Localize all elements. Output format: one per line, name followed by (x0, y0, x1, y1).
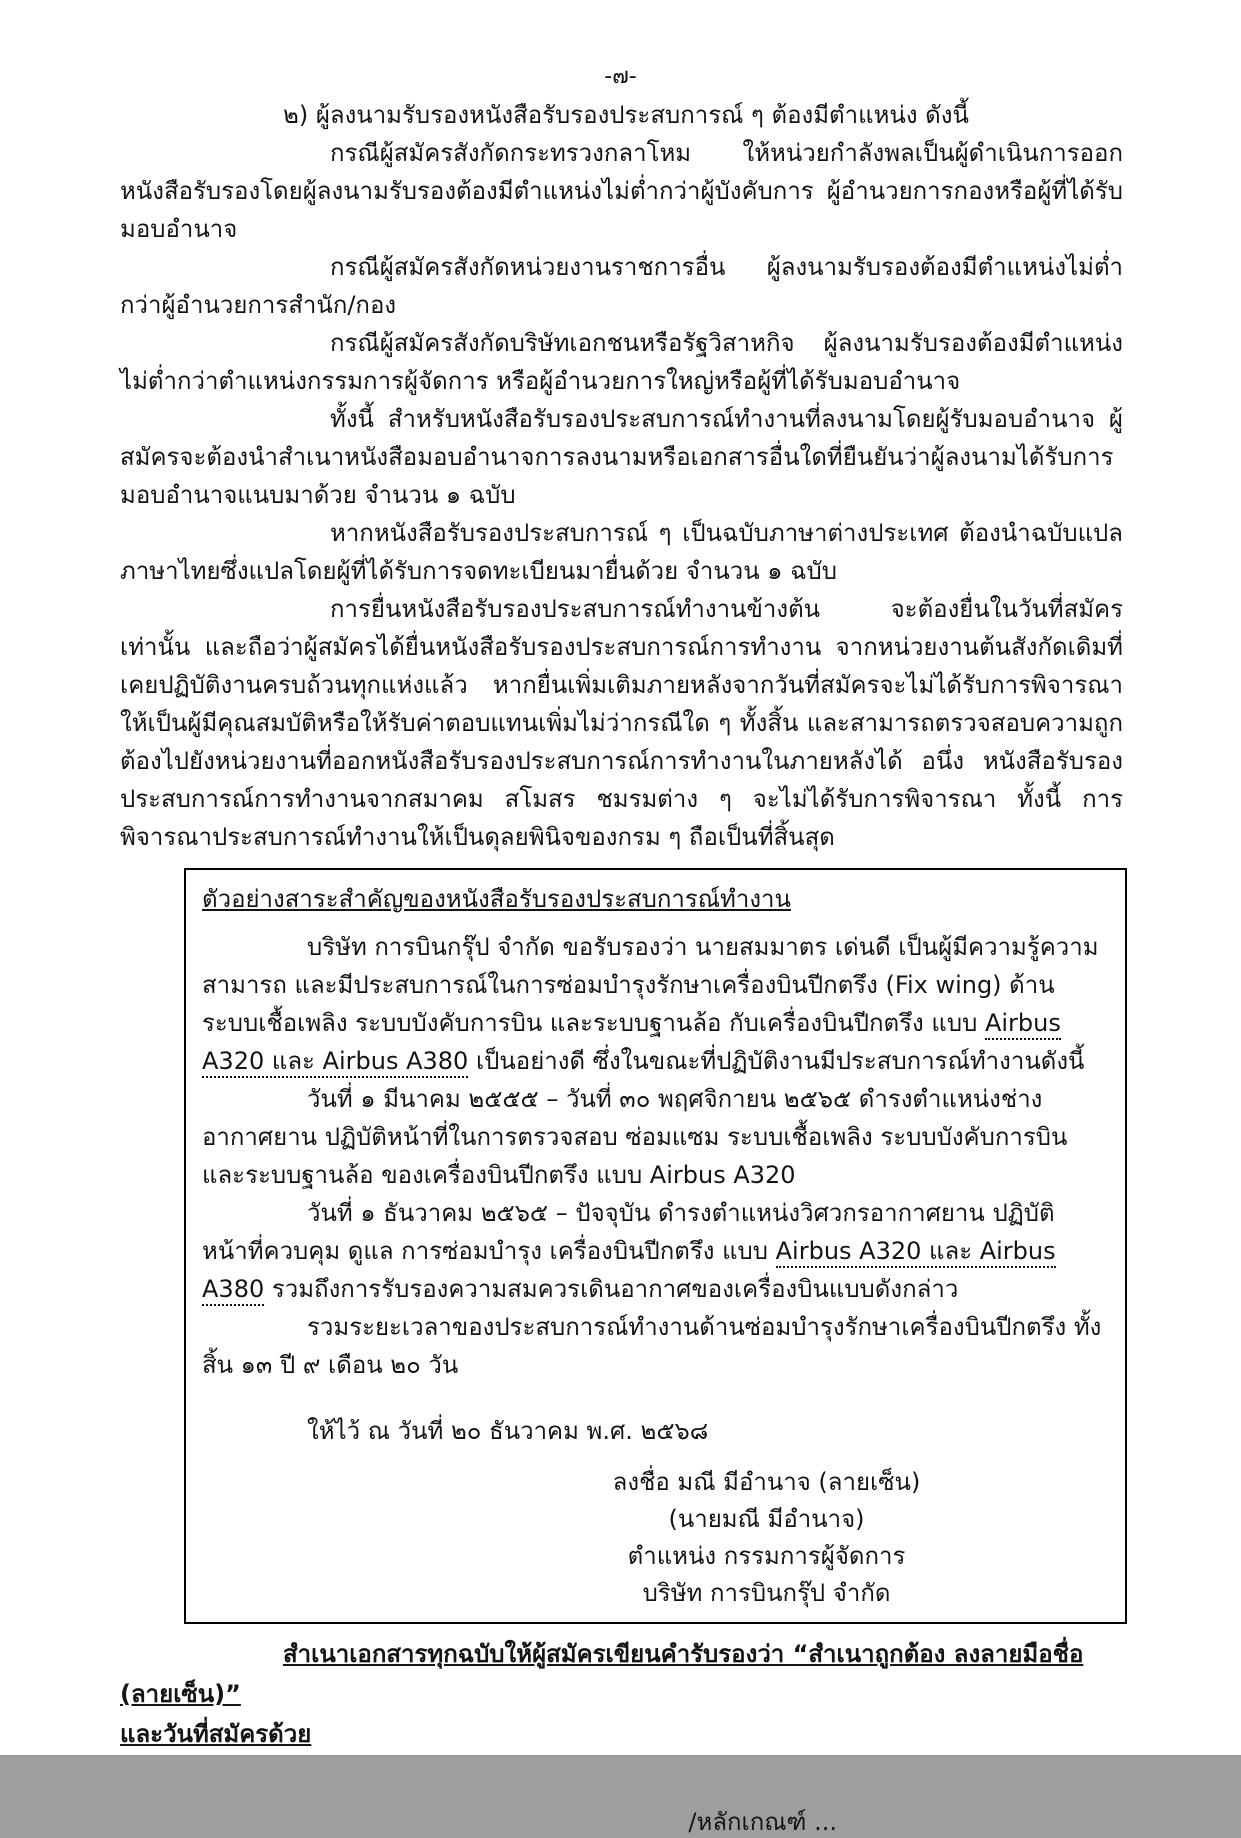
certify-line-2-text: และวันที่สมัครด้วย (120, 1720, 312, 1748)
signature-block (594, 1464, 939, 1612)
underlined-text: Airbus A320 และ Airbus A380 (202, 1237, 1056, 1306)
signature-signed-line: ลงชื่อ มณี มีอำนาจ (ลายเซ็น) (612, 1468, 921, 1496)
signature-name-line: (นายมณี มีอำนาจ) (668, 1505, 865, 1533)
paragraph (120, 134, 1123, 248)
signature-position-line: ตำแหน่ง กรรมการผู้จัดการ (627, 1542, 906, 1570)
page-number: -๗- (604, 64, 637, 89)
paragraph-text: หากหนังสือรับรองประสบการณ์ ๆ เป็นฉบับภาษาต่างประเทศ ต้องนำฉบับแปลภาษาไทยซึ่งแปลโดยผู้ที่ได้รับการจดทะเบียนมายื่นด้วย จำนวน ๑ ฉบับ (120, 519, 1123, 585)
issued-date-line: ให้ไว้ ณ วันที่ ๒๐ ธันวาคม พ.ศ. ๒๕๖๘ (307, 1417, 709, 1445)
page-content (0, 92, 1241, 1838)
example-box-paragraphs (202, 928, 1107, 1384)
paragraph (202, 1194, 1107, 1308)
paragraph (202, 928, 1107, 1080)
paragraph-text: การยื่นหนังสือรับรองประสบการณ์ทำงานข้างต้น จะต้องยื่นในวันที่สมัครเท่านั้น และถือว่าผู้สมัครได้ยื่นหนังสือรับรองประสบการณ์การทำงาน จากหน่วยงานต้นสังกัดเดิมที่เคยปฏิบัติงานครบถ้วนทุกแห่งแล้ว หากยื่นเพิ่มเติมภายหลังจากวันที่สมัครจะไม่ได้รับการพิจารณาให้เป็นผู้มีคุณสมบัติหรือให้รับค่าตอบแทนเพิ่มไม่ว่ากรณีใด ๆ ทั้งสิ้น และสามารถตรวจสอบความถูกต้องไปยังหน่วยงานที่ออกหนังสือรับรองประสบการณ์การทำงานในภายหลังได้ อนึ่ง หนังสือรับรองประสบการณ์การทำงานจากสมาคม สโมสร ชมรมต่าง ๆ จะไม่ได้รับการพิจารณา ทั้งนี้ การพิจารณาประสบการณ์ทำงานให้เป็นดุลยพินิจของกรม ๆ ถือเป็นที่สิ้นสุด (120, 595, 1123, 851)
paragraph (202, 1308, 1107, 1384)
paragraph-text: กรณีผู้สมัครสังกัดบริษัทเอกชนหรือรัฐวิสาหกิจ ผู้ลงนามรับรองต้องมีตำแหน่งไม่ต่ำกว่าตำแหน่งกรรมการผู้จัดการ หรือผู้อำนวยการใหญ่หรือผู้ที่ได้รับมอบอำนาจ (120, 329, 1123, 395)
underlined-text: Airbus A320 และ Airbus A380 (202, 1009, 1061, 1078)
paragraph (120, 400, 1123, 514)
paragraph-text: วันที่ ๑ มีนาคม ๒๕๕๕ – วันที่ ๓๐ พฤศจิกายน ๒๕๖๕ ดำรงตำแหน่งช่างอากาศยาน ปฏิบัติหน้าที่ในการตรวจสอบ ซ่อมแซม ระบบเชื้อเพลิง ระบบบังคับการบิน และระบบฐานล้อ ของเครื่องบินปีกตรึง แบบ Airbus A320 (202, 1085, 1068, 1189)
certify-line-1 (120, 1634, 1123, 1714)
paragraph (120, 248, 1123, 324)
paragraph (120, 514, 1123, 590)
certify-line-2 (120, 1714, 1123, 1754)
certify-note (120, 1634, 1123, 1754)
example-box (184, 868, 1127, 1624)
paragraph-text: ทั้งนี้ สำหรับหนังสือรับรองประสบการณ์ทำงานที่ลงนามโดยผู้รับมอบอำนาจ ผู้สมัครจะต้องนำสำเนาหนังสือมอบอำนาจการลงนามหรือเอกสารอื่นใดที่ยืนยันว่าผู้ลงนามได้รับการมอบอำนาจแนบมาด้วย จำนวน ๑ ฉบับ (120, 405, 1123, 509)
example-box-title: ตัวอย่างสาระสำคัญของหนังสือรับรองประสบการณ์ทำงาน (202, 885, 791, 913)
paragraph-text: เป็นอย่างดี ซึ่งในขณะที่ปฏิบัติงานมีประสบการณ์ทำงานดังนี้ (468, 1047, 1085, 1075)
paragraph (120, 590, 1123, 856)
signature-company-line: บริษัท การบินกรุ๊ป จำกัด (642, 1579, 891, 1607)
paragraph-text: รวมถึงการรับรองความสมควรเดินอากาศของเครื่องบินแบบดังกล่าว (264, 1275, 959, 1303)
paragraph-text: รวมระยะเวลาของประสบการณ์ทำงานด้านซ่อมบำรุงรักษาเครื่องบินปีกตรึง ทั้งสิ้น ๑๓ ปี ๙ เดือน ๒๐ วัน (202, 1313, 1102, 1379)
continuation-note: /หลักเกณฑ์ ... (688, 1808, 837, 1836)
paragraph-text: ๒) ผู้ลงนามรับรองหนังสือรับรองประสบการณ์ ๆ ต้องมีตำแหน่ง ดังนี้ (283, 101, 969, 129)
paragraph-text: กรณีผู้สมัครสังกัดกระทรวงกลาโหม ให้หน่วยกำลังพลเป็นผู้ดำเนินการออกหนังสือรับรองโดยผู้ลงนามรับรองต้องมีตำแหน่งไม่ต่ำกว่าผู้บังคับการ ผู้อำนวยการกองหรือผู้ที่ได้รับมอบอำนาจ (120, 139, 1123, 243)
paragraph-text: บริษัท การบินกรุ๊ป จำกัด ขอรับรองว่า นายสมมาตร เด่นดี เป็นผู้มีความรู้ความสามารถ และมีประสบการณ์ในการซ่อมบำรุงรักษาเครื่องบินปีกตรึง (Fix wing) ด้านระบบเชื้อเพลิง ระบบบังคับการบิน และระบบฐานล้อ กับเครื่องบินปีกตรึง แบบ (202, 933, 1099, 1037)
paragraph-text: กรณีผู้สมัครสังกัดหน่วยงานราชการอื่น ผู้ลงนามรับรองต้องมีตำแหน่งไม่ต่ำกว่าผู้อำนวยการสำนัก/กอง (120, 253, 1123, 319)
body-paragraphs (120, 96, 1123, 856)
certify-line-1-text: สำเนาเอกสารทุกฉบับให้ผู้สมัครเขียนคำรับรองว่า “สำเนาถูกต้อง ลงลายมือชื่อ (ลายเซ็น)” (120, 1640, 1084, 1708)
paragraph-text: วันที่ ๑ ธันวาคม ๒๕๖๕ – ปัจจุบัน ดำรงตำแหน่งวิศวกรอากาศยาน ปฏิบัติหน้าที่ควบคุม ดูแล การซ่อมบำรุง เครื่องบินปีกตรึง แบบ (202, 1199, 1055, 1265)
paragraph (202, 1080, 1107, 1194)
paragraph (120, 324, 1123, 400)
paragraph (120, 96, 1123, 134)
